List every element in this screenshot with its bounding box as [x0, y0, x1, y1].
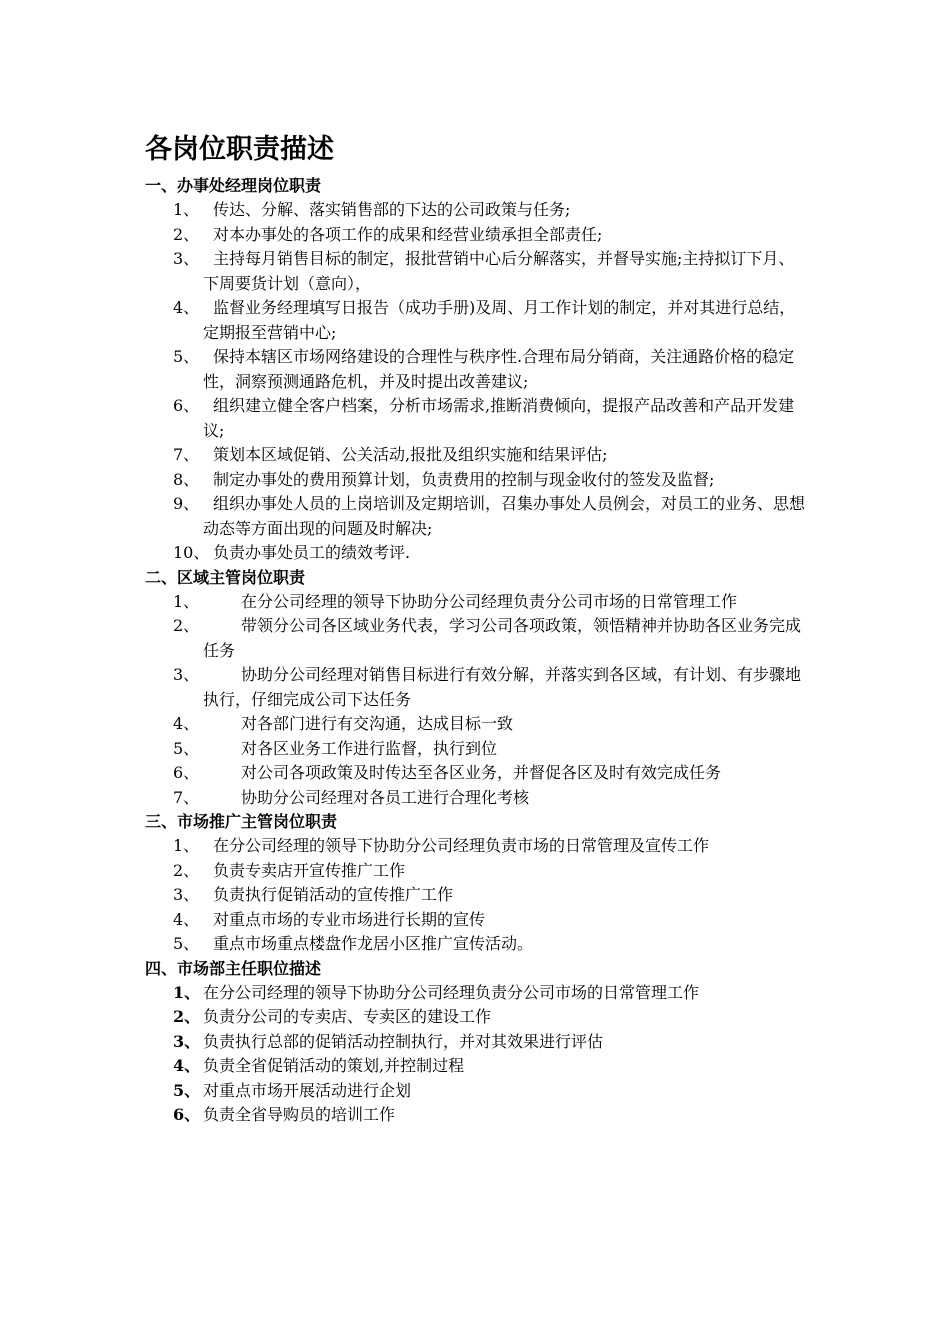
item-number: 2、 [173, 224, 200, 244]
list-item [173, 834, 810, 859]
item-text: 重点市场重点楼盘作龙居小区推广宣传活动。 [213, 934, 534, 953]
item-text: 对重点市场开展活动进行企划 [203, 1080, 412, 1100]
list-item [173, 981, 810, 1006]
list-item [173, 468, 810, 493]
item-number: 2、 [173, 1007, 201, 1026]
item-list [145, 834, 810, 957]
item-number: 1、 [173, 836, 200, 855]
item-text: 负责专卖店开宣传推广工作 [213, 860, 406, 880]
item-number: 7、 [173, 787, 200, 807]
list-item [173, 786, 810, 811]
item-text: 协助分公司经理对各员工进行合理化考核 [241, 787, 530, 807]
item-number: 1、 [173, 591, 200, 611]
section-2 [145, 566, 810, 811]
item-number: 5、 [173, 347, 200, 366]
list-item [173, 737, 810, 762]
list-item [173, 1005, 810, 1030]
item-number: 5、 [173, 934, 200, 953]
item-text: 保持本辖区市场网络建设的合理性与秩序性.合理布局分销商，关注通路价格的稳定性，洞察预测通路危机，并及时提出改善建议; [203, 347, 795, 391]
section-heading: 三、市场推广主管岗位职责 [145, 812, 338, 831]
list-item [173, 761, 810, 786]
section-heading: 二、区域主管岗位职责 [145, 567, 306, 587]
section-3 [145, 810, 810, 957]
list-item [173, 908, 810, 933]
list-item [173, 614, 810, 663]
list-item [173, 712, 810, 737]
item-text: 对公司各项政策及时传达至各区业务，并督促各区及时有效完成任务 [241, 763, 722, 782]
section-4 [145, 957, 810, 1128]
item-text: 策划本区域促销、公关活动,报批及组织实施和结果评估; [213, 445, 608, 464]
list-item [173, 443, 810, 468]
item-text: 负责全省导购员的培训工作 [203, 1105, 396, 1124]
list-item [173, 541, 810, 566]
item-text: 在分公司经理的领导下协助分公司经理负责市场的日常管理及宣传工作 [213, 836, 710, 855]
item-number: 1、 [173, 200, 200, 219]
item-number: 5、 [173, 1080, 201, 1100]
item-number: 1、 [173, 982, 201, 1002]
item-text: 主持每月销售目标的制定，报批营销中心后分解落实，并督导实施;主持拟订下月、下周要货计划（意向）， [203, 249, 795, 293]
item-number: 3、 [173, 665, 200, 684]
list-item [173, 296, 810, 345]
item-text: 对本办事处的各项工作的成果和经营业绩承担全部责任; [213, 224, 603, 244]
item-text: 组织办事处人员的上岗培训及定期培训，召集办事处人员例会，对员工的业务、思想动态等方面出现的问题及时解决; [203, 494, 806, 538]
item-number: 6、 [173, 1105, 201, 1124]
item-number: 10、 [173, 543, 210, 562]
item-number: 7、 [173, 445, 200, 464]
section-heading: 四、市场部主任职位描述 [145, 958, 322, 978]
item-text: 负责全省促销活动的策划,并控制过程 [203, 1056, 465, 1075]
item-number: 4、 [173, 909, 200, 929]
item-text: 组织建立健全客户档案，分析市场需求,推断消费倾向，提报产品改善和产品开发建议; [203, 396, 795, 440]
list-item [173, 394, 810, 443]
item-number: 2、 [173, 616, 200, 635]
list-item [173, 247, 810, 296]
item-number: 3、 [173, 249, 200, 268]
list-item [173, 859, 810, 884]
item-text: 负责执行总部的促销活动控制执行，并对其效果进行评估 [203, 1031, 604, 1051]
list-item [173, 1030, 810, 1055]
list-item [173, 932, 810, 957]
document-content [145, 130, 810, 1128]
item-number: 9、 [173, 494, 200, 513]
item-text: 对重点市场的专业市场进行长期的宣传 [213, 909, 486, 929]
item-list [145, 590, 810, 811]
item-number: 3、 [173, 885, 200, 904]
section-1 [145, 174, 810, 566]
item-list [145, 198, 810, 566]
item-number: 2、 [173, 860, 200, 880]
document-title: 各岗位职责描述 [145, 134, 334, 165]
item-text: 协助分公司经理对销售目标进行有效分解，并落实到各区域，有计划、有步骤地执行，仔细完成公司下达任务 [203, 665, 802, 709]
item-text: 制定办事处的费用预算计划，负责费用的控制与现金收付的签发及监督; [213, 469, 715, 489]
list-item [173, 1054, 810, 1079]
list-item [173, 590, 810, 615]
list-item [173, 492, 810, 541]
item-text: 负责执行促销活动的宣传推广工作 [213, 885, 454, 904]
item-text: 带领分公司各区域业务代表，学习公司各项政策，领悟精神并协助各区业务完成任务 [203, 616, 802, 660]
list-item [173, 198, 810, 223]
item-text: 对各部门进行有交沟通，达成目标一致 [241, 714, 514, 733]
list-item [173, 1103, 810, 1128]
section-heading: 一、办事处经理岗位职责 [145, 176, 322, 195]
item-number: 6、 [173, 396, 200, 415]
item-number: 8、 [173, 469, 200, 489]
item-text: 监督业务经理填写日报告（成功手册)及周、月工作计划的制定，并对其进行总结，定期报至营销中心; [203, 298, 796, 342]
list-item [173, 223, 810, 248]
item-number: 4、 [173, 714, 200, 733]
item-text: 传达、分解、落实销售部的下达的公司政策与任务; [213, 200, 571, 219]
list-item [173, 1079, 810, 1104]
sections-container [145, 174, 810, 1128]
item-number: 6、 [173, 763, 200, 782]
list-item [173, 883, 810, 908]
list-item [173, 345, 810, 394]
item-text: 在分公司经理的领导下协助分公司经理负责分公司市场的日常管理工作 [241, 591, 738, 611]
item-text: 负责办事处员工的绩效考评. [213, 543, 411, 562]
item-text: 对各区业务工作进行监督，执行到位 [241, 738, 498, 758]
item-text: 负责分公司的专卖店、专卖区的建设工作 [203, 1007, 492, 1026]
list-item [173, 663, 810, 712]
item-number: 4、 [173, 1056, 201, 1075]
item-number: 5、 [173, 738, 200, 758]
item-list [145, 981, 810, 1128]
item-number: 4、 [173, 298, 200, 317]
item-text: 在分公司经理的领导下协助分公司经理负责分公司市场的日常管理工作 [203, 982, 700, 1002]
item-number: 3、 [173, 1031, 201, 1051]
